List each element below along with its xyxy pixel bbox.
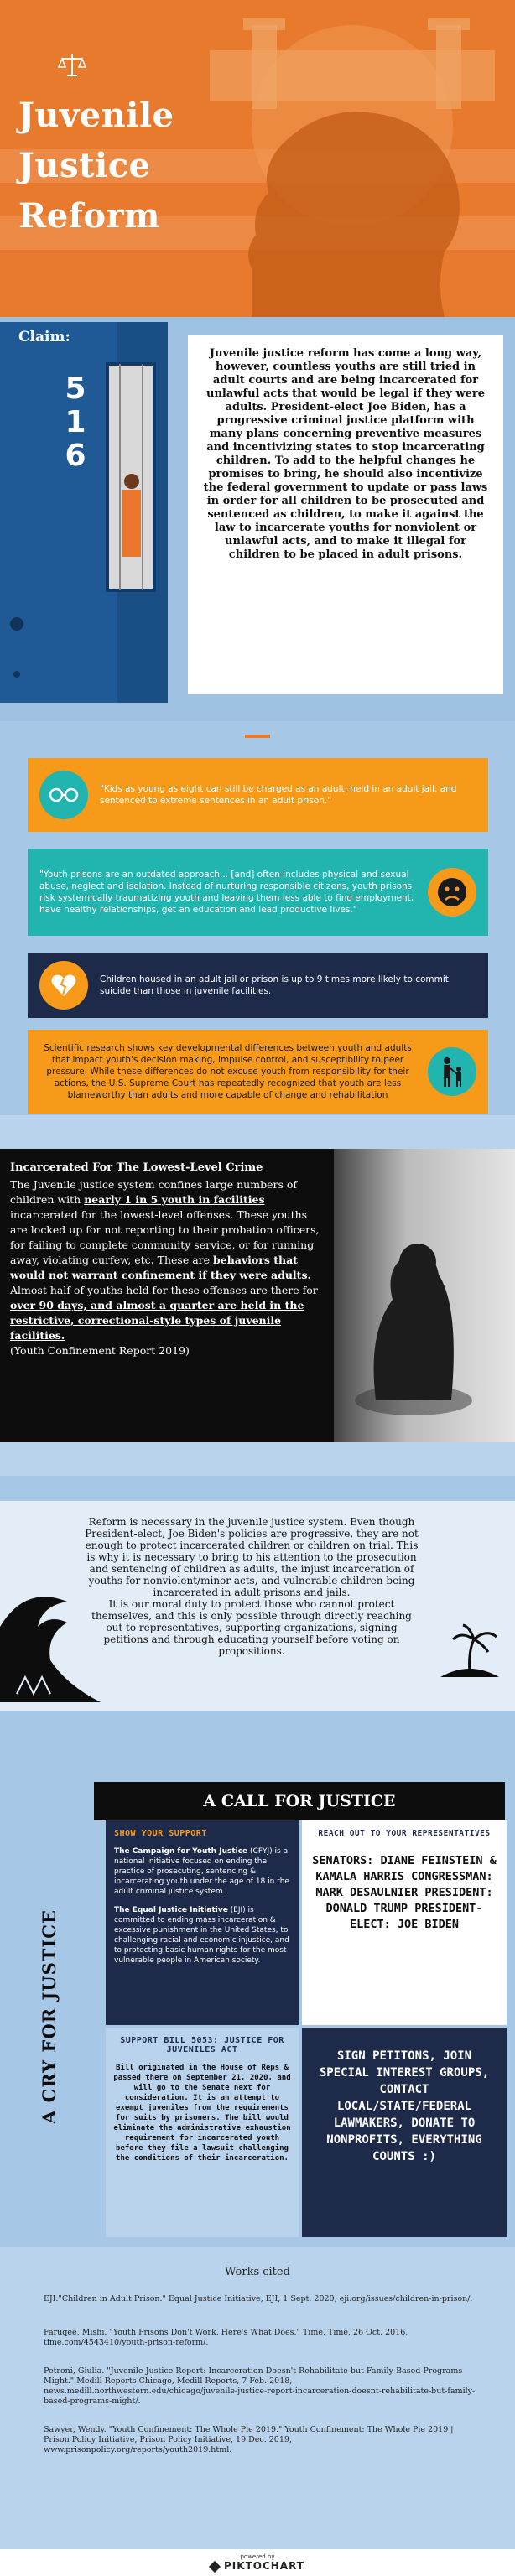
header-banner	[0, 0, 515, 317]
box-heading: SHOW YOUR SUPPORT	[114, 1829, 207, 1838]
take-action-box	[302, 2028, 507, 2237]
broken-heart-icon	[39, 961, 88, 1010]
highlight-text: over 90 days, and almost a quarter are held in the restrictive, correctional-style types of juvenile facilities.	[10, 1299, 304, 1342]
cell-door-photo	[0, 322, 168, 703]
claim-label: Claim:	[18, 329, 70, 345]
text-run: (CFYJ) is a national initiative focused on ending the practice of prosecuting, sentencing & incarcerating youth under the age of 18 in the adult criminal justice system.	[114, 1847, 289, 1896]
fact-card-1	[28, 758, 488, 832]
section-heading: Incarcerated For The Lowest-Level Crime	[10, 1161, 263, 1174]
text-run: The Juvenile justice system confines large numbers of children with	[10, 1178, 297, 1206]
org-description	[114, 1846, 290, 1897]
citation: Faruqee, Mishi. "Youth Prisons Don't Work. Here's What Does." Time, Time, 26 Oct. 2016, time.com/4543410/youth-prison-reform/.	[44, 2328, 408, 2347]
piktochart-icon	[209, 2560, 221, 2572]
page-title	[18, 91, 174, 242]
org-description	[114, 1905, 290, 1966]
fact-text: "Kids as young as eight can still be charged as an adult, held in an adult jail, and sentenced to extreme sentences in an adult prison."	[100, 784, 457, 806]
claim-text: Juvenile justice reform has come a long way, however, countless youths are still tried in adult courts and are being incarcerated for unlawful acts that would be legal if they were adults. President-elect Joe Biden, has a progressive criminal justice platform with many plans concerning preventive measures and incentivizing states to stop incarcerating children. To add to the helpful changes he promises to bring, he should also incentivize the federal government to update or pass laws in order for all children to be prosecuted and sentenced as children, to make it against the law to incarcerate youths for nonviolent or unlawful acts, and to make it illegal for children to be placed in adult prisons.	[188, 335, 503, 694]
reform-paragraph: Reform is necessary in the juvenile justice system. Even though President-elect, Joe Biden's policies are progressive, they are not enough to protect incarcerated children or children on trial. This is why it is necessary to bring to his attention to the prosecution and sentencing of children as adults, the injust incarceration of youths for nonviolent/minor acts, and vulnerable children being incarcerated in adult prisons and jails.	[85, 1516, 419, 1598]
fact-card-2	[28, 849, 488, 936]
citation: Sawyer, Wendy. "Youth Confinement: The Whole Pie 2019." Youth Confinement: The Whole Pie 2019 | Prison Policy Initiative, Prison Policy Initiative, 19 Dec. 2019, www.prisonpolicy.org/reports/youth2019.html.	[44, 2425, 454, 2454]
citation: EJI."Children in Adult Prison." Equal Justice Initiative, EJI, 1 Sept. 2020, eji.org/issues/children-in-prison/.	[44, 2294, 473, 2303]
fact-text: Scientific research shows key developmental differences between youth and adults that impact youth's decision making, impulse control, and susceptibility to peer pressure. While these differences do not excuse youth from responsibility for their actions, the U.S. Supreme Court has repeatedly recognized that youth are less blameworthy than adults and more capable of change and rehabilitation	[44, 1043, 412, 1100]
source-citation: (Youth Confinement Report 2019)	[10, 1344, 190, 1357]
support-bill-box	[106, 2028, 299, 2237]
fact-card-4	[28, 1030, 488, 1114]
title-line: Justice	[18, 146, 151, 185]
side-label-text: A CRY FOR JUSTICE	[39, 1909, 60, 2124]
text-run: Almost half of youths held for these offenses are there for	[10, 1284, 318, 1296]
brand-name: PIKTOCHART	[224, 2560, 304, 2572]
box-heading: SUPPORT BILL 5053: JUSTICE FOR JUVENILES ACT	[120, 2036, 284, 2054]
reform-paragraph: It is our moral duty to protect those who cannot protect themselves, and this is only possible through directly reaching out to representatives, supporting organizations, signing petitions and through educating yourself before voting on propositions.	[91, 1598, 412, 1657]
incarcerated-paragraph	[10, 1177, 325, 1283]
show-support-box	[106, 1820, 299, 2025]
footer	[0, 2549, 515, 2576]
title-line: Juvenile	[18, 96, 174, 135]
take-action-text: SIGN PETITONS, JOIN SPECIAL INTEREST GROUPS, CONTACT LOCAL/STATE/FEDERAL LAWMAKERS, DONATE TO NONPROFITS, EVERYTHING COUNTS :)	[319, 2049, 490, 2163]
powered-by-text: powered by	[240, 2553, 275, 2560]
cry-for-justice-label	[39, 1878, 72, 2155]
fact-text: Children housed in an adult jail or prison is up to 9 times more likely to commit suicide than those in juvenile facilities.	[100, 974, 449, 996]
fact-text: "Youth prisons are an outdated approach... [and] often includes physical and sexual abuse, neglect and isolation. Instead of nurturing responsible citizens, youth prisons risk systemically traumatizing youth and leaving them less able to find employment, have healthy relationships, get an education and lead productive lives."	[39, 870, 414, 915]
bill-description: Bill originated in the House of Reps & passed there on September 21, 2020, and will go to the Senate next for consideration. It is an attempt to exempt juveniles from the requirements for suits by prisoners. The bill would eliminate the administrative exhaustion requirement for incarcerated youth before they file a lawsuit challenging the conditions of their incarceration.	[113, 2064, 291, 2163]
org-name: The Equal Justice Initiative	[114, 1906, 228, 1914]
title-line: Reform	[18, 196, 160, 236]
fact-card-3	[28, 953, 488, 1018]
representatives-list: SENATORS: DIANE FEINSTEIN & KAMALA HARRIS CONGRESSMAN: MARK DESAULNIER PRESIDENT: DONALD TRUMP PRESIDENT-ELECT: JOE BIDEN	[312, 1854, 497, 1931]
highlight-text: nearly 1 in 5 youth in facilities	[84, 1193, 265, 1206]
org-name: The Campaign for Youth Justice	[114, 1847, 248, 1856]
incarcerated-text-box	[0, 1149, 336, 1442]
divider	[245, 735, 270, 738]
door-number: 516	[65, 371, 86, 473]
piktochart-logo[interactable]	[211, 2560, 304, 2572]
handcuffs-icon	[39, 771, 88, 819]
scales-of-justice-icon	[55, 49, 89, 82]
crying-child-photo	[334, 1149, 515, 1442]
reform-text	[84, 1516, 419, 1657]
citation: Petroni, Giulia. "Juvenile-Justice Report: Incarceration Doesn't Rehabilitate but Family-Based Programs Might." Medill Reports Chicago, Medill Reports, 7 Feb. 2018, news.medill.northwestern.edu/chicago/juvenile-justice-report-incarceration-doesnt-rehabilitate-but-family-based-programs-might/.	[44, 2366, 476, 2406]
box-heading: REACH OUT TO YOUR REPRESENTATIVES	[318, 1829, 491, 1838]
works-cited-title: Works cited	[225, 2266, 290, 2278]
adult-child-icon	[428, 1047, 476, 1096]
island-palm-icon	[436, 1618, 503, 1685]
text-run: (EJI) is committed to ending mass incarceration & excessive punishment in the United States, to challenging racial and economic injustice, and to protecting basic human rights for the most vulnerable people in American society.	[114, 1906, 289, 1965]
text-run: incarcerated for the lowest-level offenses. These youths are locked up for not reporting to their probation officers, for failing to complete community service, or for running away, violating curfew, etc. These are	[10, 1208, 320, 1266]
call-for-justice-title: A CALL FOR JUSTICE	[94, 1782, 505, 1820]
highlight-text: behaviors that would not warrant confinement if they were adults.	[10, 1254, 311, 1281]
incarcerated-paragraph	[10, 1283, 325, 1343]
reach-out-box	[302, 1820, 507, 2025]
sad-face-icon	[428, 868, 476, 917]
